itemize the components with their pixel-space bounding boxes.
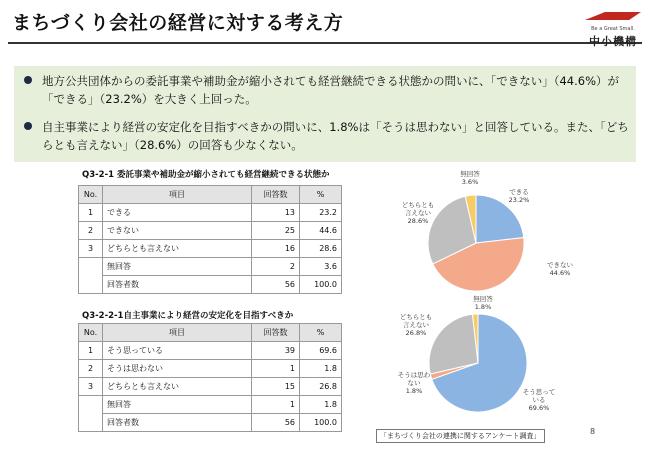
row-no: 2 xyxy=(79,360,103,378)
row-no: 3 xyxy=(79,240,103,258)
header-pct: % xyxy=(300,324,342,342)
row-pct: 26.8 xyxy=(300,378,342,396)
page-title: まちづくり会社の経営に対する考え方 xyxy=(12,12,344,34)
row-pct: 44.6 xyxy=(300,222,342,240)
source-note: 「まちづくり会社の連携に関するアンケート調査」 xyxy=(376,429,545,443)
row-count: 13 xyxy=(252,204,300,222)
row-item: 無回答 xyxy=(103,396,252,414)
logo-name: 中小機構 xyxy=(589,35,637,48)
row-no: 1 xyxy=(79,342,103,360)
header-pct: % xyxy=(300,186,342,204)
header-item: 項目 xyxy=(103,324,252,342)
row-count: 25 xyxy=(252,222,300,240)
pie-data-label: できる 23.2% xyxy=(508,188,530,204)
row-item: そうは思わない xyxy=(103,360,252,378)
row-no: 2 xyxy=(79,222,103,240)
page-number: 8 xyxy=(590,427,596,436)
row-pct: 3.6 xyxy=(300,258,342,276)
row-no: 3 xyxy=(79,378,103,396)
pie-data-label: そう思っている 69.6% xyxy=(522,388,556,412)
row-pct: 1.8 xyxy=(300,360,342,378)
row-item: どちらとも言えない xyxy=(103,378,252,396)
row-count: 39 xyxy=(252,342,300,360)
row-count: 1 xyxy=(252,360,300,378)
row-count: 15 xyxy=(252,378,300,396)
row-item: できる xyxy=(103,204,252,222)
row-no: 1 xyxy=(79,204,103,222)
row-count: 16 xyxy=(252,240,300,258)
q2-title: Q3-2-2-1自主事業により経営の安定化を目指すべきか xyxy=(82,311,294,321)
logo-tagline: Be a Great Small. xyxy=(591,26,635,32)
header-item: 項目 xyxy=(103,186,252,204)
pie-data-label: そうは思わない 1.8% xyxy=(397,371,431,395)
pie-data-label: 無回答 1.8% xyxy=(473,295,493,311)
row-count: 1 xyxy=(252,396,300,414)
pie-slice xyxy=(429,314,478,374)
header-no: No. xyxy=(79,186,103,204)
q1-title: Q3-2-1 委託事業や補助金が縮小されても経営継続できる状態か xyxy=(82,170,330,180)
row-pct: 28.6 xyxy=(300,240,342,258)
row-item: 回答者数 xyxy=(103,414,252,432)
pie-data-label: どちらとも言えない 28.6% xyxy=(401,201,435,225)
pie-data-label: どちらとも言えない 26.8% xyxy=(399,313,433,337)
row-pct: 100.0 xyxy=(300,414,342,432)
row-item: できない xyxy=(103,222,252,240)
row-count: 56 xyxy=(252,276,300,294)
row-pct: 23.2 xyxy=(300,204,342,222)
summary-bullet-text: 自主事業により経営の安定化を目指すべきかの問いに、1.8%は「そうは思わない」と回答している。また、「どちらとも言えない」（28.6%）の回答も少なくない。 xyxy=(42,120,629,152)
summary-bullet-text: 地方公共団体からの委託事業や補助金が縮小されても経営継続できる状態かの問いに、「できない」（44.6%）が「できる」（23.2%）を大きく上回った。 xyxy=(42,74,620,106)
header-no: No. xyxy=(79,324,103,342)
row-item: 無回答 xyxy=(103,258,252,276)
row-pct: 1.8 xyxy=(300,396,342,414)
pie-data-label: できない 44.6% xyxy=(547,261,573,277)
row-item: 回答者数 xyxy=(103,276,252,294)
row-item: どちらとも言えない xyxy=(103,240,252,258)
row-count: 2 xyxy=(252,258,300,276)
header-count: 回答数 xyxy=(252,324,300,342)
row-pct: 69.6 xyxy=(300,342,342,360)
header-count: 回答数 xyxy=(252,186,300,204)
pie-data-label: 無回答 3.6% xyxy=(460,170,480,186)
row-count: 56 xyxy=(252,414,300,432)
row-pct: 100.0 xyxy=(300,276,342,294)
row-item: そう思っている xyxy=(103,342,252,360)
